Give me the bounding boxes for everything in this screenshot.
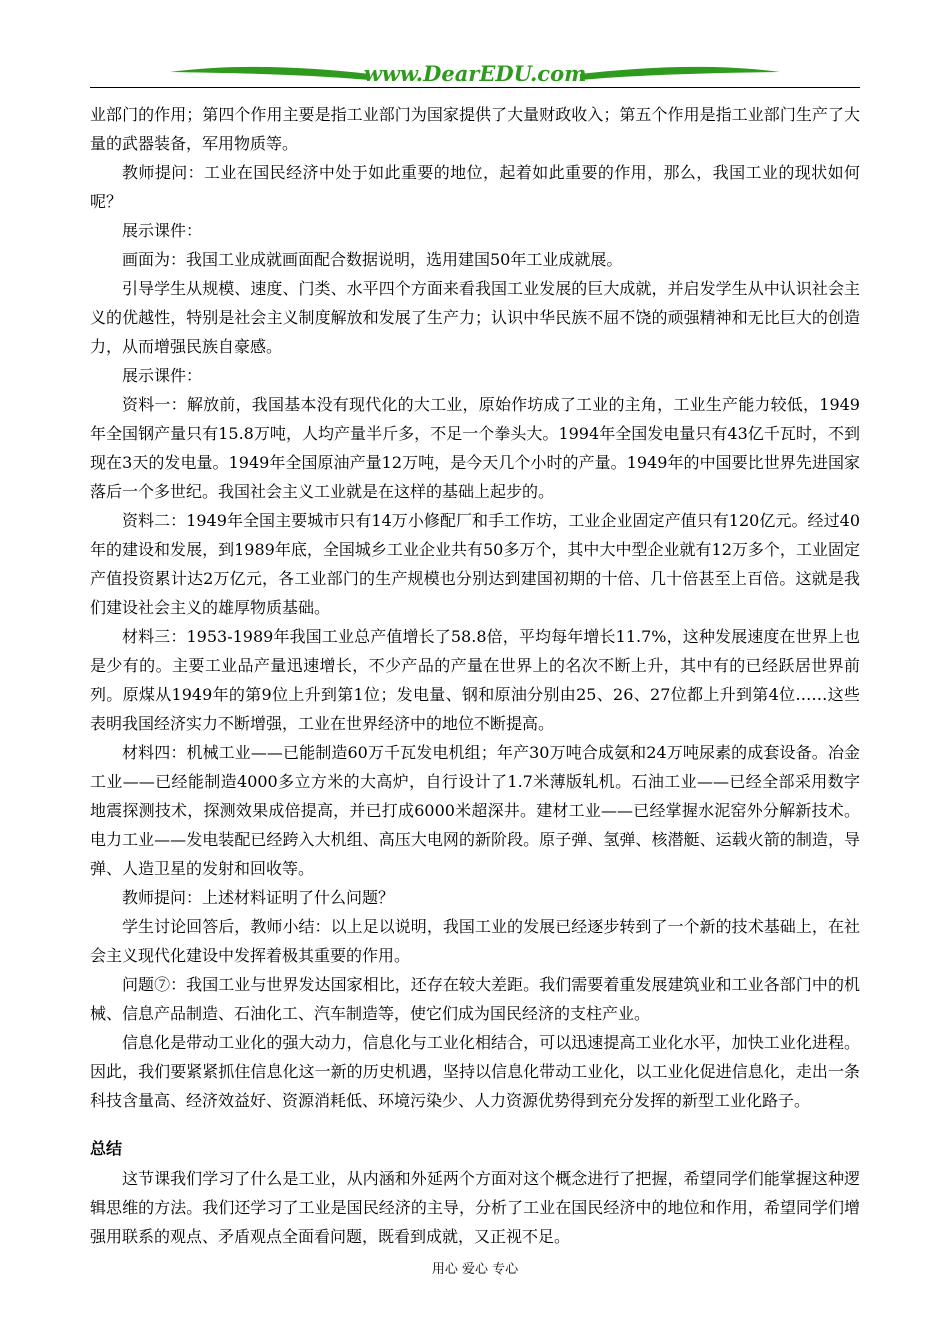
paragraph: 资料二：1949年全国主要城市只有14万小修配厂和手工作坊，工业企业固定产值只有120亿元。经过40年的建设和发展，到1989年底，全国城乡工业企业共有50多万个，其中大中型企业就有12万多个，工业固定产值投资累计达2万亿元，各工业部门的生产规模也分别达到建国初期的十倍、几十倍甚至上百倍。这就是我们建设社会主义的雄厚物质基础。 bbox=[90, 511, 860, 617]
paragraph: 展示课件： bbox=[122, 366, 203, 385]
summary-heading: 总结 bbox=[90, 1139, 123, 1158]
logo-left-swoosh bbox=[170, 67, 370, 80]
paragraph: 教师提问：工业在国民经济中处于如此重要的地位，起着如此重要的作用，那么，我国工业的现状如何呢？ bbox=[90, 163, 860, 211]
paragraph: 材料三：1953-1989年我国工业总产值增长了58.8倍，平均每年增长11.7%，这种发展速度在世界上也是少有的。主要工业品产量迅速增长，不少产品的产量在世界上的名次不断上升，其中有的已经跃居世界前列。原煤从1949年的第9位上升到第1位；发电量、钢和原油分别由25、26、27位都上升到第4位……这些表明我国经济实力不断增强，工业在世界经济中的地位不断提高。 bbox=[90, 627, 860, 733]
summary-paragraph: 这节课我们学习了什么是工业，从内涵和外延两个方面对这个概念进行了把握，希望同学们能掌握这种逻辑思维的方法。我们还学习了工业是国民经济的主导，分析了工业在国民经济中的地位和作用，希望同学们增强用联系的观点、矛盾观点全面看问题，既看到成就，又正视不足。 bbox=[90, 1169, 860, 1246]
paragraph: 引导学生从规模、速度、门类、水平四个方面来看我国工业发展的巨大成就，并启发学生从中认识社会主义的优越性，特别是社会主义制度解放和发展了生产力；认识中华民族不屈不饶的顽强精神和无比巨大的创造力，从而增强民族自豪感。 bbox=[90, 279, 860, 356]
paragraph: 材料四：机械工业——已能制造60万千瓦发电机组；年产30万吨合成氨和24万吨尿素的成套设备。冶金工业——已经能制造4000多立方米的大高炉，自行设计了1.7米薄版轧机。石油工业——已经全部采用数字地震探测技术，探测效果成倍提高，并已打成6000米超深井。建材工业——已经掌握水泥窑外分解新技术。电力工业——发电装配已经跨入大机组、高压大电网的新阶段。原子弹、氢弹、核潜艇、运载火箭的制造，导弹、人造卫星的发射和回收等。 bbox=[90, 743, 860, 878]
document-body bbox=[90, 100, 860, 1251]
logo-right-swoosh bbox=[580, 67, 780, 80]
logo-text: www.DearEDU.com bbox=[363, 62, 587, 86]
page-footer: 用心 爱心 专心 bbox=[431, 1262, 519, 1277]
paragraph: 画面为：我国工业成就画面配合数据说明，选用建国50年工业成就展。 bbox=[122, 250, 623, 269]
paragraph: 学生讨论回答后，教师小结：以上足以说明，我国工业的发展已经逐步转到了一个新的技术基础上，在社会主义现代化建设中发挥着极其重要的作用。 bbox=[90, 917, 860, 965]
header-rule bbox=[90, 87, 860, 88]
paragraph: 信息化是带动工业化的强大动力，信息化与工业化相结合，可以迅速提高工业化水平，加快工业化进程。因此，我们要紧紧抓住信息化这一新的历史机遇，坚持以信息化带动工业化，以工业化促进信息化，走出一条科技含量高、经济效益好、资源消耗低、环境污染少、人力资源优势得到充分发挥的新型工业化路子。 bbox=[90, 1033, 860, 1110]
paragraph: 问题⑦：我国工业与世界发达国家相比，还存在较大差距。我们需要着重发展建筑业和工业各部门中的机械、信息产品制造、石油化工、汽车制造等，使它们成为国民经济的支柱产业。 bbox=[90, 975, 860, 1023]
dearedu-logo[interactable] bbox=[170, 62, 780, 86]
paragraph: 展示课件： bbox=[122, 221, 203, 240]
paragraph-continued: 业部门的作用；第四个作用主要是指工业部门为国家提供了大量财政收入；第五个作用是指工业部门生产了大量的武器装备，军用物质等。 bbox=[90, 105, 860, 153]
paragraph: 资料一：解放前，我国基本没有现代化的大工业，原始作坊成了工业的主角，工业生产能力较低，1949年全国钢产量只有15.8万吨，人均产量半斤多，不足一个拳头大。1994年全国发电量只有43亿千瓦时，不到现在3天的发电量。1949年全国原油产量12万吨，是今天几个小时的产量。1949年的中国要比世界先进国家落后一个多世纪。我国社会主义工业就是在这样的基础上起步的。 bbox=[90, 395, 860, 501]
paragraph: 教师提问：上述材料证明了什么问题？ bbox=[122, 888, 395, 907]
